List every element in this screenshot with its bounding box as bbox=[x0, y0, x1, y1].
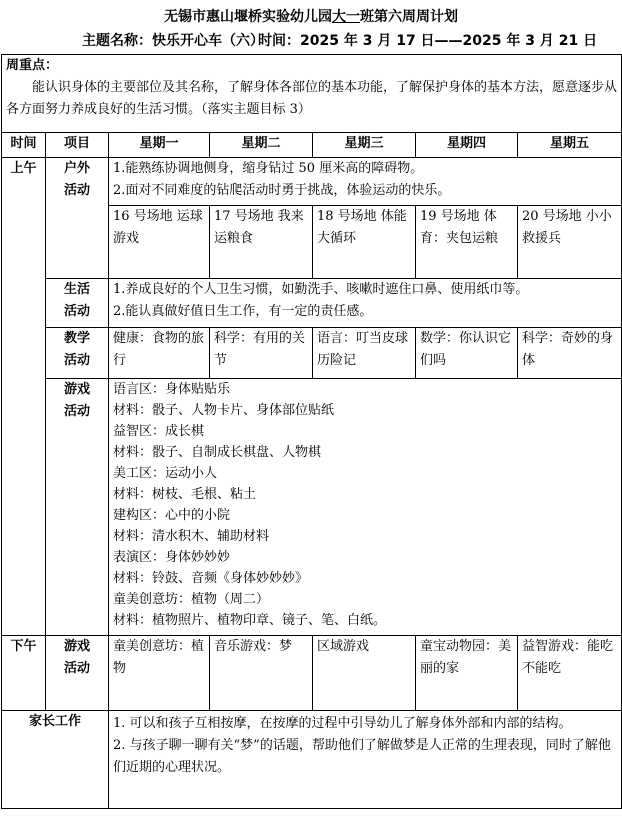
outdoor-goals bbox=[109, 158, 622, 206]
afternoon-label: 下午 bbox=[2, 636, 46, 711]
outdoor-day-3: 18 号场地 体能大循环 bbox=[313, 206, 416, 279]
outdoor-day-5: 20 号场地 小小救援兵 bbox=[518, 206, 622, 279]
games-line-10: 材料：铃鼓、音频《身体妙妙妙》 bbox=[113, 571, 309, 586]
outdoor-goals-row bbox=[2, 158, 622, 206]
games-line-6: 材料：树枝、毛根、粘土 bbox=[113, 487, 257, 502]
header-day-1: 星期一 bbox=[109, 133, 210, 158]
parents-content bbox=[109, 711, 622, 809]
week-focus-cell bbox=[2, 55, 622, 133]
afternoon-day-5: 益智游戏：能吃不能吃 bbox=[518, 636, 622, 711]
parents-label: 家长工作 bbox=[2, 711, 109, 809]
outdoor-goal-2: 2.面对不同难度的钻爬活动时勇于挑战，体验运动的快乐。 bbox=[113, 183, 451, 198]
life-goal-2: 2.能认真做好值日生工作，有一定的责任感。 bbox=[113, 304, 373, 319]
games-label: 游戏 活动 bbox=[46, 379, 109, 636]
life-label: 生活 活动 bbox=[46, 279, 109, 328]
header-time: 时间 bbox=[2, 133, 46, 158]
week-focus-label: 周重点： bbox=[6, 58, 59, 73]
games-line-2: 材料：骰子、人物卡片、身体部位贴纸 bbox=[113, 403, 335, 418]
games-line-9: 表演区：身体妙妙妙 bbox=[113, 550, 231, 565]
teaching-row bbox=[2, 328, 622, 379]
week-focus-text: 能认识身体的主要部位及其名称，了解身体各部位的基本功能，了解保护身体的基本方法，愿意逐步从各方面努力养成良好的生活习惯。（落实主题目标 3） bbox=[6, 80, 618, 117]
teaching-day-4: 数学：你认识它们吗 bbox=[416, 328, 518, 379]
afternoon-day-2: 音乐游戏：梦 bbox=[210, 636, 313, 711]
title-prefix: 无锡市惠山堰桥实验幼儿园 bbox=[164, 9, 332, 25]
date-range: 时间：2025 年 3 月 17 日——2025 年 3 月 21 日 bbox=[258, 33, 598, 49]
parents-line-1: 1. 可以和孩子互相按摩，在按摩的过程中引导幼儿了解身体外部和内部的结构。 bbox=[113, 716, 572, 731]
outdoor-day-4: 19 号场地 体育：夹包运粮 bbox=[416, 206, 518, 279]
games-line-5: 美工区：运动小人 bbox=[113, 466, 218, 481]
life-goal-1: 1.养成良好的个人卫生习惯，如勤洗手、咳嗽时遮住口鼻、使用纸巾等。 bbox=[113, 282, 529, 297]
header-day-4: 星期四 bbox=[416, 133, 518, 158]
afternoon-day-4: 童宝动物园：美丽的家 bbox=[416, 636, 518, 711]
games-line-11: 童美创意坊：植物（周二） bbox=[113, 592, 270, 607]
header-day-5: 星期五 bbox=[518, 133, 622, 158]
parents-line-2: 2. 与孩子聊一聊有关“梦”的话题，帮助他们了解做梦是人正常的生理表现，同时了解他们近期的心理状况。 bbox=[113, 738, 611, 775]
afternoon-row bbox=[2, 636, 622, 711]
outdoor-goal-1: 1.能熟练协调地侧身，缩身钻过 50 厘米高的障碍物。 bbox=[113, 161, 424, 176]
games-line-8: 材料：清水积木、辅助材料 bbox=[113, 529, 270, 544]
teaching-day-3: 语言：叮当皮球历险记 bbox=[313, 328, 416, 379]
afternoon-day-1: 童美创意坊：植物 bbox=[109, 636, 210, 711]
header-day-3: 星期三 bbox=[313, 133, 416, 158]
header-item: 项目 bbox=[46, 133, 109, 158]
title-class-name: 大一 bbox=[332, 9, 360, 25]
morning-label: 上午 bbox=[2, 158, 46, 636]
teaching-day-5: 科学：奇妙的身体 bbox=[518, 328, 622, 379]
games-line-1: 语言区：身体贴贴乐 bbox=[113, 382, 231, 397]
header-day-2: 星期二 bbox=[210, 133, 313, 158]
parents-row bbox=[2, 711, 622, 809]
teaching-day-2: 科学：有用的关节 bbox=[210, 328, 313, 379]
teaching-day-1: 健康：食物的旅行 bbox=[109, 328, 210, 379]
games-line-3: 益智区：成长棋 bbox=[113, 424, 205, 439]
header-row bbox=[2, 133, 622, 158]
games-row bbox=[2, 379, 622, 636]
title-suffix: 班第六周周计划 bbox=[360, 9, 458, 25]
games-line-12: 材料：植物照片、植物印章、镜子、笔、白纸。 bbox=[113, 613, 387, 628]
outdoor-day-1: 16 号场地 运球游戏 bbox=[109, 206, 210, 279]
games-line-7: 建构区：心中的小院 bbox=[113, 508, 231, 523]
life-row bbox=[2, 279, 622, 328]
afternoon-day-3: 区域游戏 bbox=[313, 636, 416, 711]
afternoon-games-label: 游戏 活动 bbox=[46, 636, 109, 711]
teaching-label: 教学 活动 bbox=[46, 328, 109, 379]
outdoor-label: 户外 活动 bbox=[46, 158, 109, 279]
week-focus-row bbox=[2, 55, 622, 133]
outdoor-day-2: 17 号场地 我来运粮食 bbox=[210, 206, 313, 279]
games-content bbox=[109, 379, 622, 636]
document-title bbox=[0, 6, 622, 26]
theme-name: 主题名称：快乐开心车（六） bbox=[82, 33, 264, 49]
life-goals bbox=[109, 279, 622, 328]
weekly-plan-table bbox=[1, 54, 622, 809]
games-line-4: 材料：骰子、自制成长棋盘、人物棋 bbox=[113, 445, 322, 460]
